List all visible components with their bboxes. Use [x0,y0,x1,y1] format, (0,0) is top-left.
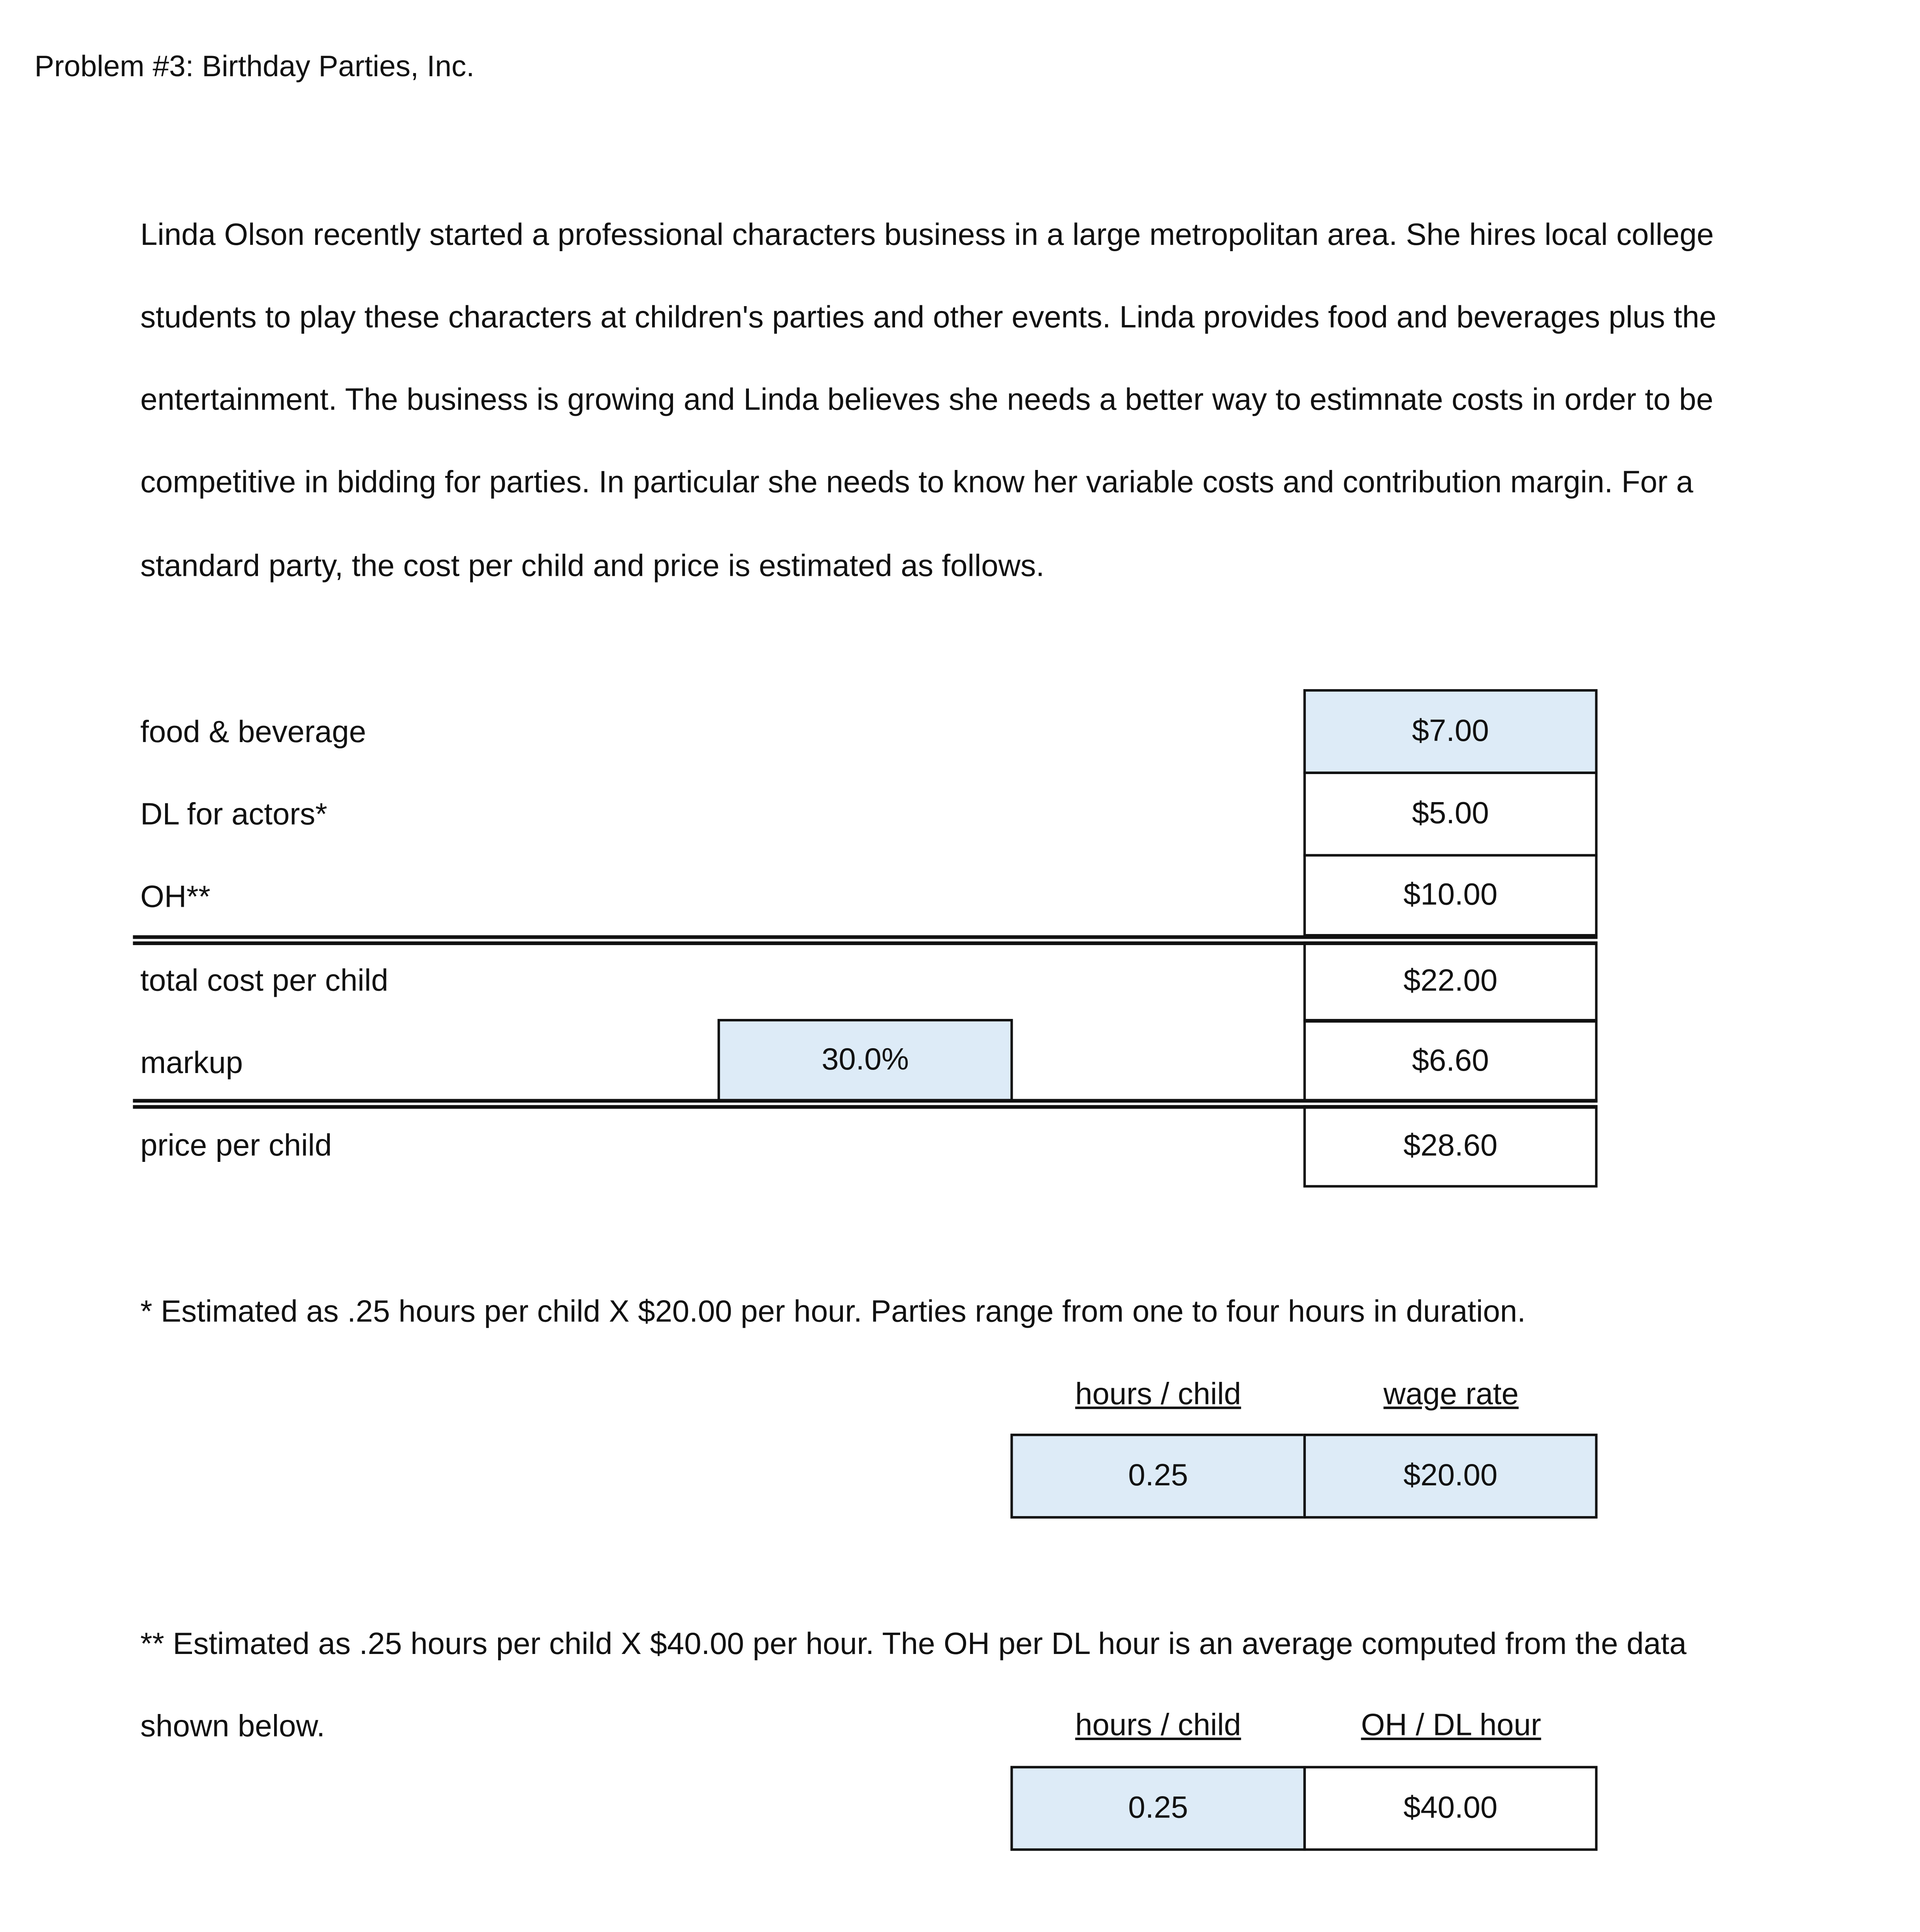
header-hours-per-child-2: hours / child [1075,1708,1241,1743]
paragraph-line: students to play these characters at children's parties and other events. Linda provides food and beverages plus the [140,300,1717,335]
row-label-oh: OH** [140,880,211,915]
page-title: Problem #3: Birthday Parties, Inc. [34,50,475,84]
cell-oh-rate[interactable]: $40.00 [1303,1766,1598,1851]
row-label-markup: markup [140,1046,243,1081]
cell-price[interactable]: $28.60 [1303,1105,1598,1188]
cell-dl[interactable]: $5.00 [1303,772,1598,857]
cell-oh[interactable]: $10.00 [1303,854,1598,937]
cell-markup-rate[interactable]: 30.0% [718,1019,1013,1101]
paragraph-line: entertainment. The business is growing and Linda believes she needs a better way to estimnate costs in order to be [140,383,1713,417]
header-oh-per-dl-hour: OH / DL hour [1361,1708,1541,1743]
cell-food[interactable]: $7.00 [1303,689,1598,774]
row-label-price: price per child [140,1128,332,1163]
footnote-1: * Estimated as .25 hours per child X $20.00 per hour. Parties range from one to four hours in duration. [140,1295,1526,1329]
cell-dl-hours[interactable]: 0.25 [1010,1434,1306,1519]
header-hours-per-child: hours / child [1075,1377,1241,1412]
row-label-food: food & beverage [140,715,366,750]
paragraph-line: competitive in bidding for parties. In particular she needs to know her variable costs and contribution margin. For a [140,465,1693,500]
footnote-2-cont: shown below. [140,1709,325,1744]
paragraph-line: standard party, the cost per child and price is estimated as follows. [140,549,1045,583]
cell-wage-rate[interactable]: $20.00 [1303,1434,1598,1519]
paragraph-line: Linda Olson recently started a professional characters business in a large metropolitan area. She hires local college [140,218,1714,252]
header-wage-rate: wage rate [1383,1377,1519,1412]
cell-oh-hours[interactable]: 0.25 [1010,1766,1306,1851]
cell-markup[interactable]: $6.60 [1303,1020,1598,1101]
cell-total[interactable]: $22.00 [1303,942,1598,1022]
row-label-total: total cost per child [140,963,389,998]
row-label-dl: DL for actors* [140,797,327,832]
footnote-2: ** Estimated as .25 hours per child X $40.00 per hour. The OH per DL hour is an average computed from the data [140,1627,1687,1661]
double-rule [133,942,1598,945]
double-rule [133,1105,1598,1108]
double-rule [133,1099,1598,1102]
double-rule [133,935,1598,938]
